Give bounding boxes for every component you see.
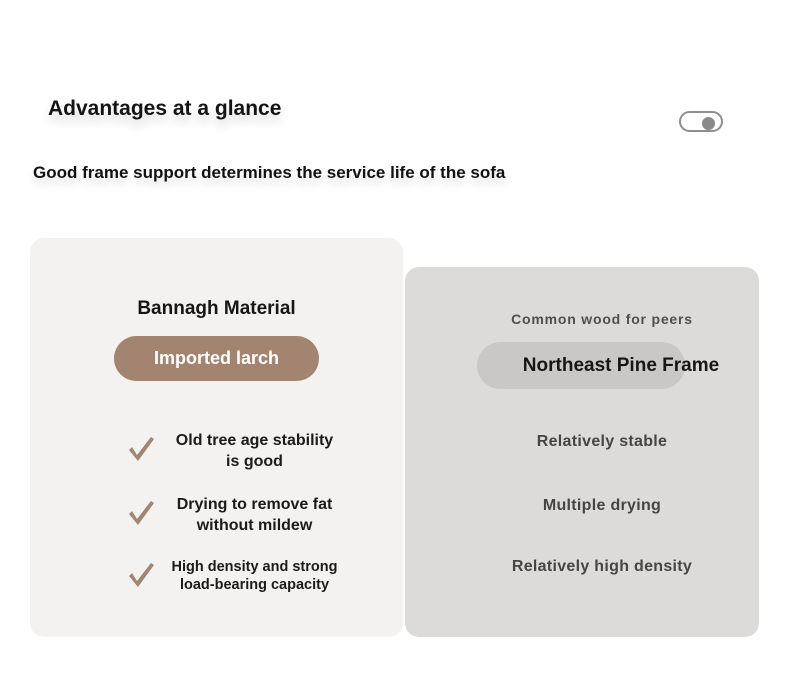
toggle-switch[interactable] [679,111,723,132]
page-title: Advantages at a glance [48,97,282,120]
competitor-material-title: Common wood for peers [511,311,693,327]
brand-material-title: Bannagh Material [137,298,296,319]
competitor-material-badge [477,342,720,389]
feature-item: Drying to remove fat without mildew [176,496,333,534]
feature-item: Old tree age stability is good [175,432,334,470]
competitor-feature-item: Relatively high density [511,558,693,575]
competitor-badge-label: Northeast Pine Frame [522,355,720,376]
feature-item: High density and strong load-bearing capacity [171,559,338,593]
competitor-feature-item: Relatively stable [536,433,668,450]
competitor-material-card [405,267,759,637]
competitor-feature-item: Multiple drying [542,497,662,514]
brand-material-card [30,238,403,637]
toggle-knob-icon [702,117,715,130]
section-subtitle: Good frame support determines the service life of the sofa [33,163,506,182]
brand-material-badge: Imported larch [114,336,319,381]
